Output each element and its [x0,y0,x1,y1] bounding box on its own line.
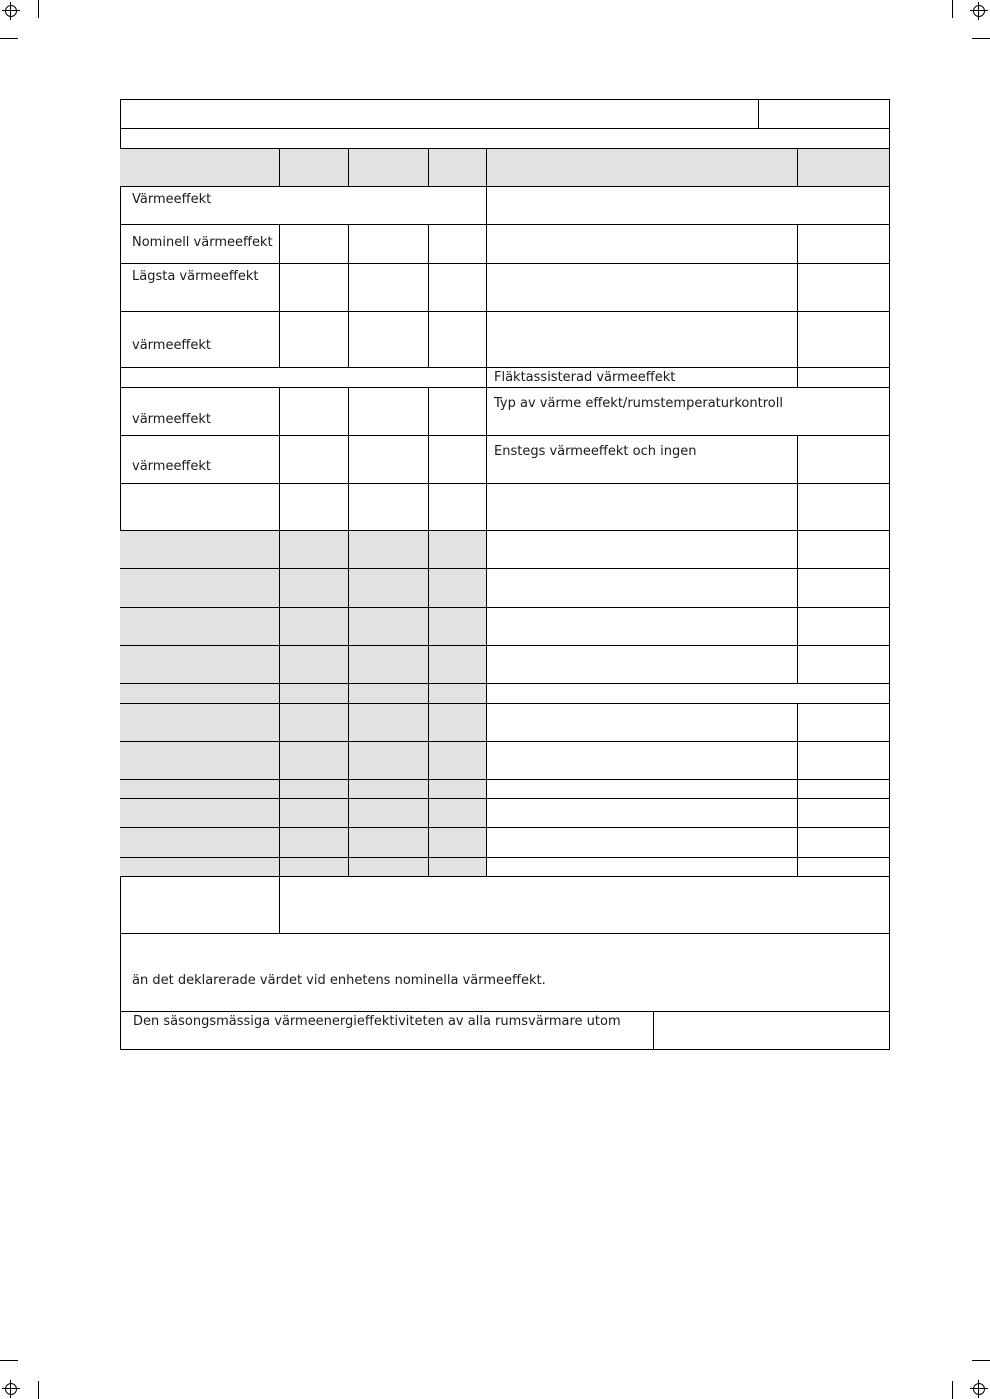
minimum-symbol-cell [280,264,349,312]
title-right-cell [759,99,890,129]
max-continuous-symbol-cell [280,312,349,368]
right-row-1-cell [487,225,798,264]
right-row-7-cell [487,608,798,646]
grey-row-7-label-cell [120,742,280,780]
right-row-5-unit-cell [798,531,890,569]
blank-row-unit-cell [429,484,487,531]
subtitle-cell [120,129,890,149]
heat-output-b-label: värmeeffekt [132,459,212,474]
grey-row-11-unit-cell [429,858,487,877]
grey-row-9-label-cell [120,799,280,828]
registration-mark-icon [2,2,20,20]
minimum-value-cell [349,264,429,312]
right-band-cell [487,684,890,704]
heat-output-heading: Värmeeffekt [132,192,212,207]
right-row-1-unit-cell [798,225,890,264]
right-row-6-cell [487,569,798,608]
grey-row-2-symbol-cell [280,569,349,608]
grey-row-5-value-cell [349,684,429,704]
max-continuous-value-cell [349,312,429,368]
right-row-3-cell [487,312,798,368]
declared-value-note: än det deklarerade värdet vid enhetens nominella värmeeffekt. [132,973,546,988]
header-item-right-cell [487,149,798,187]
right-row-5-cell [487,531,798,569]
heat-output-b-unit-cell [429,436,487,484]
header-item-cell [120,149,280,187]
right-section-cell [487,187,890,225]
grey-row-5-label-cell [120,684,280,704]
right-row-10-unit-cell [798,742,890,780]
seasonal-efficiency-label: Den säsongsmässiga värmeenergieffektiviteten av alla rumsvärmare utom [133,1014,621,1029]
right-row-9-unit-cell [798,704,890,742]
grey-row-6-unit-cell [429,704,487,742]
heat-output-b-symbol-cell [280,436,349,484]
grey-row-2-value-cell [349,569,429,608]
registration-mark-icon [970,2,988,20]
grey-row-10-symbol-cell [280,828,349,858]
title-cell [120,99,759,129]
blank-row-value-cell [349,484,429,531]
grey-row-3-unit-cell [429,608,487,646]
grey-row-1-label-cell [120,531,280,569]
right-row-13-cell [487,828,798,858]
registration-mark-icon [2,1380,20,1398]
control-type-label: Typ av värme effekt/rumstemperaturkontroll [494,396,783,411]
grey-row-11-value-cell [349,858,429,877]
grey-row-10-value-cell [349,828,429,858]
grey-row-10-label-cell [120,828,280,858]
heat-output-a-symbol-cell [280,388,349,436]
grey-row-9-unit-cell [429,799,487,828]
grey-row-8-symbol-cell [280,780,349,799]
grey-row-5-unit-cell [429,684,487,704]
grey-row-9-value-cell [349,799,429,828]
right-row-10-cell [487,742,798,780]
grey-row-6-label-cell [120,704,280,742]
grey-row-7-unit-cell [429,742,487,780]
nominal-heat-output-label: Nominell värmeeffekt [132,235,273,250]
right-row-2-cell [487,264,798,312]
grey-row-6-value-cell [349,704,429,742]
nominal-unit-cell [429,225,487,264]
heat-output-a-unit-cell [429,388,487,436]
right-row-4-unit-cell [798,484,890,531]
heat-output-b-value-cell [349,436,429,484]
grey-row-4-symbol-cell [280,646,349,684]
right-row-4-cell [487,484,798,531]
right-row-6-unit-cell [798,569,890,608]
fan-assisted-unit-cell [798,368,890,388]
grey-row-1-unit-cell [429,531,487,569]
max-continuous-unit-cell [429,312,487,368]
single-stage-label: Enstegs värmeeffekt och ingen [494,444,697,459]
grey-row-5-symbol-cell [280,684,349,704]
heat-output-a-label: värmeeffekt [132,412,212,427]
grey-row-2-label-cell [120,569,280,608]
grey-row-6-symbol-cell [280,704,349,742]
grey-row-4-label-cell [120,646,280,684]
right-row-11-cell [487,780,798,799]
grey-row-2-unit-cell [429,569,487,608]
right-row-7-unit-cell [798,608,890,646]
header-unit-right-cell [798,149,890,187]
grey-row-11-symbol-cell [280,858,349,877]
minimum-unit-cell [429,264,487,312]
grey-row-3-symbol-cell [280,608,349,646]
grey-row-10-unit-cell [429,828,487,858]
grey-row-4-value-cell [349,646,429,684]
right-row-12-cell [487,799,798,828]
contact-label-cell [120,877,280,934]
blank-row-label-cell [120,484,280,531]
right-row-14-cell [487,858,798,877]
single-stage-unit-cell [798,436,890,484]
right-row-12-unit-cell [798,799,890,828]
contact-value-cell [280,877,890,934]
header-value-cell [349,149,429,187]
nominal-symbol-cell [280,225,349,264]
grey-row-4-unit-cell [429,646,487,684]
right-row-8-cell [487,646,798,684]
right-row-2-unit-cell [798,264,890,312]
right-row-11-unit-cell [798,780,890,799]
grey-row-8-unit-cell [429,780,487,799]
header-unit-cell [429,149,487,187]
grey-row-11-label-cell [120,858,280,877]
grey-row-7-symbol-cell [280,742,349,780]
registration-mark-icon [970,1380,988,1398]
right-row-3-unit-cell [798,312,890,368]
grey-row-1-value-cell [349,531,429,569]
right-row-8-unit-cell [798,646,890,684]
heat-output-a-value-cell [349,388,429,436]
right-row-14-unit-cell [798,858,890,877]
grey-row-8-label-cell [120,780,280,799]
right-row-9-cell [487,704,798,742]
nominal-value-cell [349,225,429,264]
grey-row-9-symbol-cell [280,799,349,828]
grey-row-3-label-cell [120,608,280,646]
grey-row-3-value-cell [349,608,429,646]
max-continuous-heat-output-label: värmeeffekt [132,338,212,353]
header-symbol-cell [280,149,349,187]
left-blank-band-cell [120,368,487,388]
right-row-13-unit-cell [798,828,890,858]
blank-row-symbol-cell [280,484,349,531]
grey-row-7-value-cell [349,742,429,780]
fan-assisted-label: Fläktassisterad värmeeffekt [494,370,676,385]
grey-row-1-symbol-cell [280,531,349,569]
grey-row-8-value-cell [349,780,429,799]
seasonal-efficiency-value-cell [654,1012,890,1050]
minimum-heat-output-label: Lägsta värmeeffekt [132,269,259,284]
